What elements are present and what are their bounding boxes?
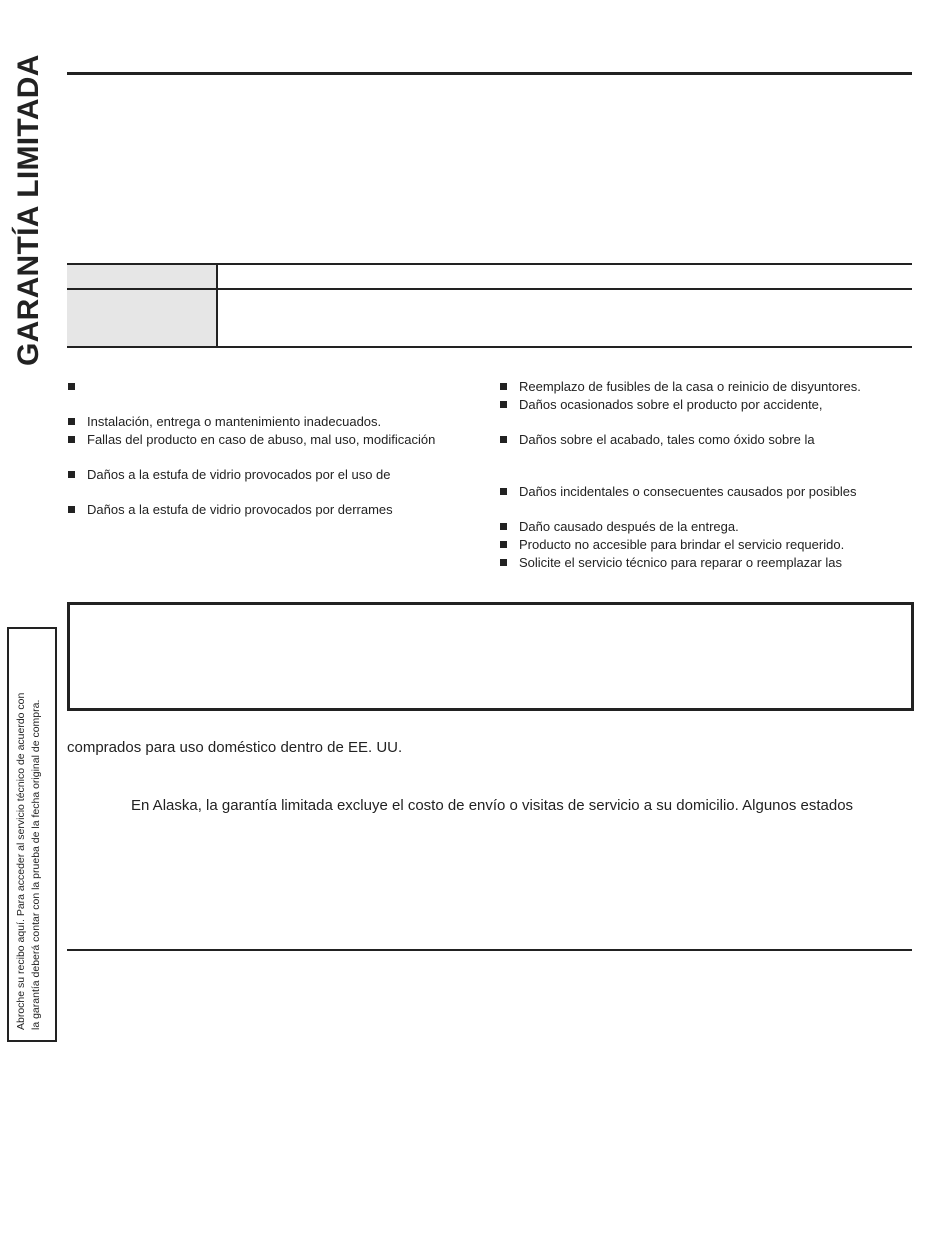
bullet-square-icon bbox=[68, 471, 75, 478]
list-item: Instalación, entrega o mantenimiento inadecuados. bbox=[68, 414, 381, 430]
list-item: Reemplazo de fusibles de la casa o reinicio de disyuntores. bbox=[500, 379, 861, 395]
receipt-line-2: la garantía deberá contar con la prueba de la fecha original de compra. bbox=[30, 699, 42, 1030]
list-item: Daños incidentales o consecuentes causados por posibles bbox=[500, 484, 857, 500]
bullet-square-icon bbox=[68, 506, 75, 513]
notice-box bbox=[67, 602, 914, 711]
bullet-square-icon bbox=[500, 436, 507, 443]
alaska-exclusion-text: En Alaska, la garantía limitada excluye el costo de envío o visitas de servicio a su domicilio. Algunos estados bbox=[131, 797, 854, 814]
usa-purchase-text: comprados para uso doméstico dentro de EE. UU. bbox=[67, 739, 403, 756]
list-item: Daños ocasionados sobre el producto por accidente, bbox=[500, 397, 823, 413]
list-item bbox=[68, 379, 87, 395]
table-bottom-line bbox=[67, 346, 912, 348]
bullet-square-icon bbox=[500, 383, 507, 390]
bottom-rule bbox=[67, 949, 912, 951]
list-item: Daños sobre el acabado, tales como óxido sobre la bbox=[500, 432, 815, 448]
top-rule bbox=[67, 72, 912, 75]
bullet-square-icon bbox=[500, 541, 507, 548]
list-item: Daño causado después de la entrega. bbox=[500, 519, 739, 535]
bullet-square-icon bbox=[500, 523, 507, 530]
table-body-cell bbox=[67, 290, 216, 346]
table-mid-line bbox=[67, 288, 912, 290]
list-item: Solicite el servicio técnico para reparar o reemplazar las bbox=[500, 555, 842, 571]
bullet-square-icon bbox=[500, 559, 507, 566]
bullet-square-icon bbox=[68, 418, 75, 425]
list-item: Daños a la estufa de vidrio provocados por derrames bbox=[68, 502, 393, 518]
bullet-square-icon bbox=[500, 401, 507, 408]
receipt-instructions bbox=[14, 630, 44, 1030]
table-divider bbox=[216, 263, 218, 348]
list-item: Producto no accesible para brindar el servicio requerido. bbox=[500, 537, 844, 553]
receipt-line-1: Abroche su recibo aquí. Para acceder al servicio técnico de acuerdo con bbox=[15, 692, 27, 1030]
bullet-square-icon bbox=[68, 383, 75, 390]
page-title: GARANTÍA LIMITADA bbox=[12, 54, 45, 366]
table-header-cell bbox=[67, 263, 216, 288]
list-item: Daños a la estufa de vidrio provocados por el uso de bbox=[68, 467, 391, 483]
table-top-line bbox=[67, 263, 912, 265]
warranty-table bbox=[67, 263, 912, 348]
list-item: Fallas del producto en caso de abuso, mal uso, modificación bbox=[68, 432, 435, 448]
bullet-square-icon bbox=[68, 436, 75, 443]
bullet-square-icon bbox=[500, 488, 507, 495]
